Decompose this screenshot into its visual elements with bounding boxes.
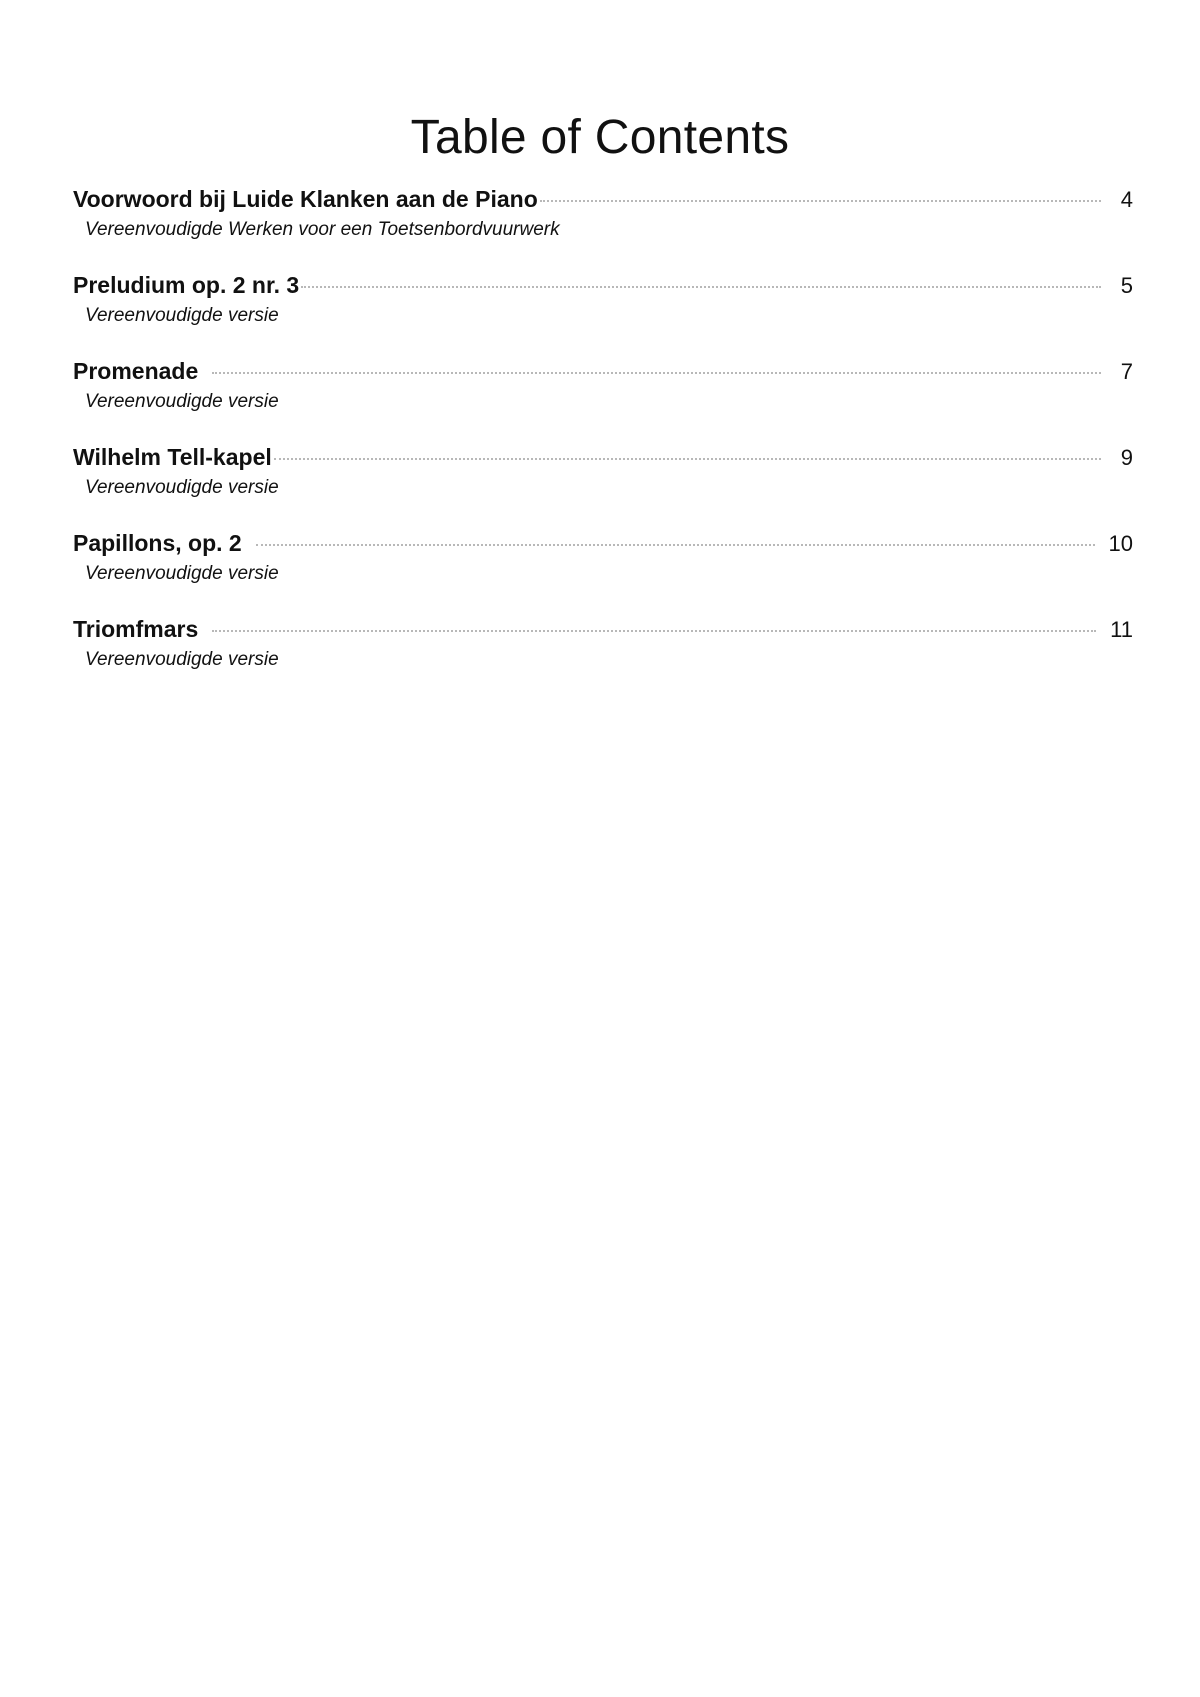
- toc-entry-line: [73, 613, 1133, 645]
- toc-entry-page-number[interactable]: 7: [1120, 359, 1133, 384]
- toc-entry-title[interactable]: Voorwoord bij Luide Klanken aan de Piano: [73, 186, 538, 212]
- toc-entry[interactable]: [73, 269, 1133, 355]
- toc-entry-subtitle: Vereenvoudigde versie: [85, 391, 279, 412]
- toc-entry[interactable]: [73, 183, 1133, 269]
- toc-entry[interactable]: [73, 441, 1133, 527]
- toc-entry-line: [73, 269, 1133, 301]
- toc-entry-line: [73, 355, 1133, 387]
- toc-entry-line: [73, 441, 1133, 473]
- toc-entry-subtitle: Vereenvoudigde Werken voor een Toetsenbordvuurwerk: [85, 219, 560, 240]
- dot-leader: [301, 286, 1101, 288]
- toc-entry-title[interactable]: Promenade: [73, 358, 199, 384]
- toc-entry-title[interactable]: Wilhelm Tell-kapel: [73, 444, 272, 470]
- toc-entry-subtitle: Vereenvoudigde versie: [85, 477, 279, 498]
- toc-entry[interactable]: [73, 355, 1133, 441]
- dot-leader: [212, 630, 1096, 632]
- dot-leader: [274, 458, 1101, 460]
- table-of-contents: [73, 183, 1133, 699]
- toc-entry-subtitle: Vereenvoudigde versie: [85, 305, 279, 326]
- toc-entry-page-number[interactable]: 9: [1120, 445, 1133, 470]
- toc-entry[interactable]: [73, 613, 1133, 699]
- page-title: Table of Contents: [410, 111, 790, 165]
- toc-entry-page-number[interactable]: 5: [1120, 273, 1133, 298]
- toc-entry-title[interactable]: Preludium op. 2 nr. 3: [73, 272, 300, 298]
- dot-leader: [540, 200, 1101, 202]
- toc-entry[interactable]: [73, 527, 1133, 613]
- toc-entry-title[interactable]: Triomfmars: [73, 616, 199, 642]
- toc-entry-page-number[interactable]: 4: [1120, 187, 1133, 212]
- toc-entry-line: [73, 527, 1133, 559]
- toc-entry-page-number[interactable]: 11: [1110, 617, 1133, 642]
- dot-leader: [212, 372, 1101, 374]
- dot-leader: [256, 544, 1095, 546]
- toc-entry-page-number[interactable]: 10: [1108, 531, 1133, 556]
- toc-entry-line: [73, 183, 1133, 215]
- toc-entry-subtitle: Vereenvoudigde versie: [85, 563, 279, 584]
- toc-entry-title[interactable]: Papillons, op. 2: [73, 530, 242, 556]
- toc-entry-subtitle: Vereenvoudigde versie: [85, 649, 279, 670]
